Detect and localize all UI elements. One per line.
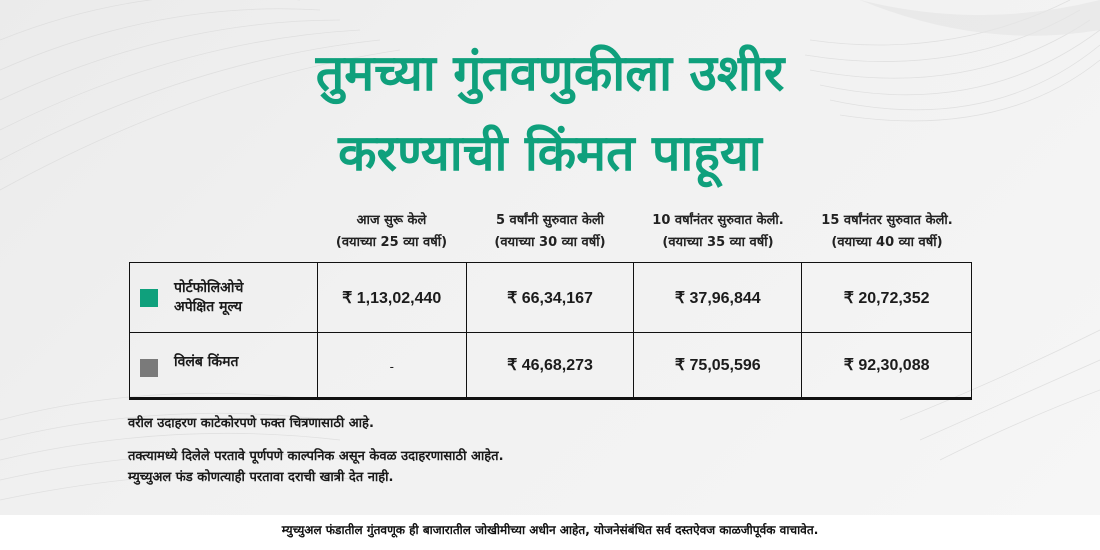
cell-value: ₹ 66,34,167 xyxy=(507,289,593,307)
column-header-title: 10 वर्षांनंतर सुरुवात केली. xyxy=(652,213,784,228)
column-header-title: आज सुरू केले xyxy=(356,213,427,228)
table-cell xyxy=(802,263,972,333)
table-cell xyxy=(466,333,634,399)
market-risk-disclaimer: म्युच्युअल फंडातील गुंतवणूक ही बाजारातील जोखीमीच्या अधीन आहेत, योजनेसंबंधित सर्व दस्तऐवज काळजीपूर्वक वाचावेत. xyxy=(281,523,819,537)
column-header-subtitle: (वयाच्या 35 व्या वर्षी) xyxy=(662,235,774,250)
cell-value: ₹ 37,96,844 xyxy=(674,289,761,307)
row-label-cell xyxy=(130,263,318,333)
row-label-line-2: अपेक्षित मूल्य xyxy=(174,298,243,315)
table-cell xyxy=(634,263,802,333)
illustration-note: वरील उदाहरण काटेकोरपणे फक्त चित्रणासाठी आहे. xyxy=(128,416,374,431)
table-cell xyxy=(317,333,466,399)
column-header-subtitle: (वयाच्या 30 व्या वर्षी) xyxy=(494,235,606,250)
column-header-title: 15 वर्षांनंतर सुरुवात केली. xyxy=(821,213,953,228)
table-row-delay-cost xyxy=(130,333,972,399)
row-label: विलंब किंमत xyxy=(174,353,239,370)
gray-legend-square-icon xyxy=(140,359,158,377)
cell-value: ₹ 75,05,596 xyxy=(674,357,761,374)
no-guarantee-note: म्युच्युअल फंड कोणत्याही परतावा दराची खात्री देत नाही. xyxy=(128,470,394,485)
column-header-subtitle: (वयाच्या 40 व्या वर्षी) xyxy=(831,235,943,250)
table-cell xyxy=(317,263,466,333)
row-label-line-1: पोर्टफोलिओचे xyxy=(174,279,244,296)
headline-line-2: करण्याची किंमत पाहूया xyxy=(338,124,762,182)
cell-value: ₹ 92,30,088 xyxy=(843,357,930,374)
table-cell xyxy=(802,333,972,399)
row-label-cell xyxy=(130,333,318,399)
hypothetical-returns-note: तक्त्यामध्ये दिलेले परतावे पूर्णपणे काल्पनिक असून केवळ उदाहरणासाठी आहेत. xyxy=(128,449,504,464)
teal-legend-square-icon xyxy=(140,289,158,307)
cell-value: ₹ 1,13,02,440 xyxy=(342,289,442,307)
table-cell xyxy=(466,263,634,333)
cell-value: ₹ 46,68,273 xyxy=(507,357,593,374)
cell-value: - xyxy=(389,358,394,374)
headline-line-1: तुमच्या गुंतवणुकीला उशीर xyxy=(315,44,785,102)
column-header-15-years xyxy=(800,210,974,254)
column-header-5-years xyxy=(466,210,634,254)
row-label xyxy=(174,279,243,317)
column-header-10-years xyxy=(628,210,808,254)
column-header-title: 5 वर्षांनी सुरुवात केली xyxy=(495,213,605,228)
column-header-today xyxy=(317,210,466,254)
table-cell xyxy=(634,333,802,399)
table-row-portfolio-value xyxy=(130,263,972,333)
column-header-subtitle: (वयाच्या 25 व्या वर्षी) xyxy=(335,235,448,250)
cell-value: ₹ 20,72,352 xyxy=(843,289,930,307)
comparison-table xyxy=(129,262,972,400)
